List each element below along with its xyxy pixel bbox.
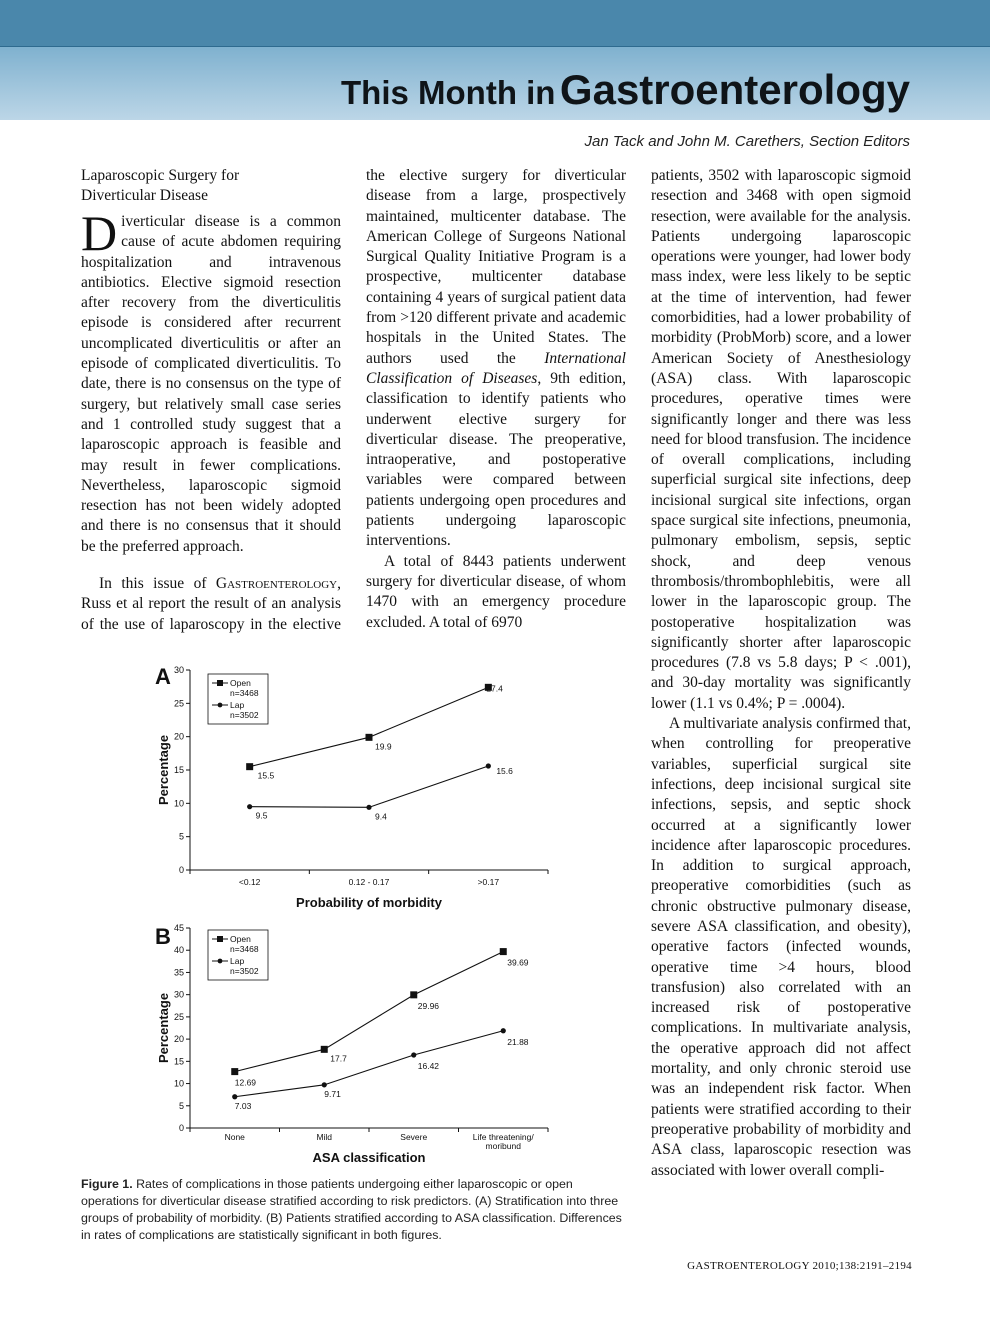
paragraph-1-text: iverticular disease is a common cause of acute abdomen requiring hospitalization and intravenous antibiotics. Elective sigmoid resection after recovery from the diverticulitis episode is considered after recurrent uncomplicated diverticulitis or after an episode of complicated diverticulitis. To date, there is no consensus on the type of surgery, but relatively small case series and 1 controlled study suggest that a laparoscopic approach is feasible and may result in fewer complications. Nevertheless, laparoscopic sigmoid resection has not been widely adopted and there is no consensus that it should be the preferred approach. bbox=[81, 213, 341, 555]
drop-cap: D bbox=[81, 205, 118, 261]
y-tick-label: 15 bbox=[173, 1056, 184, 1067]
data-label-lap: 21.88 bbox=[507, 1036, 529, 1047]
data-point-lap bbox=[486, 763, 491, 768]
heading-line-1: Laparoscopic Surgery for bbox=[81, 167, 240, 184]
data-label-lap: 16.42 bbox=[417, 1061, 440, 1072]
legend-series-count: n=3502 bbox=[230, 710, 259, 720]
title-journal: Gastroenterology bbox=[559, 66, 910, 113]
caption-text: Rates of complications in those patients undergoing either laparoscopic or open operations for diverticular disease stratified according to risk predictors. (A) Stratification into three groups of probability of morbidity. (B) Patients stratified according to ASA classification. Differences in rates of complications are statistically significant in both figures. bbox=[81, 1177, 622, 1242]
data-point-open bbox=[231, 1068, 238, 1075]
x-tick-label: >0.17 bbox=[477, 877, 500, 887]
title-prefix: This Month in bbox=[341, 74, 556, 111]
column-3 bbox=[651, 166, 911, 1181]
column-2 bbox=[366, 166, 626, 633]
y-tick-label: 25 bbox=[173, 698, 184, 709]
x-tick-label: Mild bbox=[316, 1132, 333, 1142]
data-label-lap: 9.5 bbox=[255, 810, 268, 821]
y-tick-label: 30 bbox=[173, 665, 184, 675]
legend-series-count: n=3468 bbox=[230, 688, 259, 698]
panel-letter-B: B bbox=[155, 924, 171, 949]
journal-citation: GASTROENTEROLOGY 2010;138:2191–2194 bbox=[687, 1260, 912, 1272]
series-line-lap bbox=[250, 766, 489, 807]
legend-series-name: Lap bbox=[230, 700, 245, 710]
x-axis-label: Probability of morbidity bbox=[296, 895, 442, 910]
caption-label: Figure 1. bbox=[81, 1177, 133, 1191]
banner-divider bbox=[0, 46, 990, 47]
y-tick-label: 35 bbox=[173, 967, 184, 978]
p2-text-c: , 9th edition, classification to identify patients who underwent elective surgery for diverticular disease. The preoperative, intraoperative, and postoperative variables were compared between patients undergoing open procedures and patients undergoing laparoscopic interventions. bbox=[366, 369, 626, 550]
y-tick-label: 45 bbox=[173, 923, 184, 933]
series-line-lap bbox=[235, 1031, 504, 1097]
data-point-lap bbox=[411, 1052, 416, 1057]
legend-series-count: n=3468 bbox=[230, 944, 259, 954]
heading-line-2: Diverticular Disease bbox=[81, 187, 208, 204]
paragraph-2-start bbox=[81, 574, 341, 636]
series-line-open bbox=[250, 687, 489, 766]
data-label-open: 19.9 bbox=[375, 741, 392, 752]
x-tick-label: 0.12 - 0.17 bbox=[348, 877, 390, 887]
legend-series-name: Open bbox=[230, 934, 251, 944]
legend-series-name: Open bbox=[230, 678, 251, 688]
y-tick-label: 40 bbox=[173, 945, 184, 956]
y-tick-label: 5 bbox=[178, 831, 184, 842]
series-line-open bbox=[235, 952, 504, 1072]
data-point-lap bbox=[232, 1094, 237, 1099]
paragraph-2-continued: the elective surgery for diverticular disease from a large, prospectively maintained, multicenter database. The American College of Surgeons National Surgical Quality Initiative Program is a prospective, multicenter database containing 4 years of surgical patient data from >120 different private and academic hospitals in the United States. The authors used the International Classification of Diseases, 9th edition, classification to identify patients who underwent elective surgery for diverticular disease. The preoperative, intraoperative, and postoperative variables were compared between patients undergoing open procedures and patients undergoing laparoscopic interventions. bbox=[366, 167, 626, 550]
paragraph-3: A total of 8443 patients underwent surgery for diverticular disease, of whom 1470 with an emergency procedure excluded. A total of 6970 bbox=[366, 552, 626, 631]
x-axis-label: ASA classification bbox=[312, 1150, 426, 1165]
p2-journal: Gastroenterology bbox=[215, 575, 338, 592]
y-tick-label: 0 bbox=[178, 1123, 184, 1133]
y-tick-label: 10 bbox=[173, 798, 184, 809]
data-point-open bbox=[500, 948, 507, 955]
paragraph-1 bbox=[81, 205, 341, 557]
data-point-open bbox=[410, 991, 417, 998]
figure-1 bbox=[150, 660, 630, 1170]
x-tick-label: None bbox=[224, 1132, 245, 1142]
data-point-lap bbox=[366, 805, 371, 810]
data-label-lap: 15.6 bbox=[496, 766, 513, 776]
legend-series-name: Lap bbox=[230, 956, 245, 966]
data-label-lap: 7.03 bbox=[234, 1100, 252, 1111]
data-label-lap: 9.4 bbox=[375, 811, 387, 822]
section-editors: Jan Tack and John M. Carethers, Section Editors bbox=[584, 133, 910, 150]
p2-text-a: In this issue of bbox=[99, 575, 216, 592]
data-label-open: 29.96 bbox=[417, 1000, 440, 1011]
x-tick-label: <0.12 bbox=[238, 877, 261, 887]
y-tick-label: 0 bbox=[178, 865, 184, 875]
article-heading bbox=[81, 166, 341, 206]
data-point-lap bbox=[322, 1082, 327, 1087]
header-banner bbox=[0, 0, 990, 120]
x-tick-label: Severe bbox=[400, 1132, 428, 1142]
data-label-open: 17.7 bbox=[330, 1053, 347, 1064]
x-tick-label: moribund bbox=[485, 1141, 521, 1151]
y-tick-label: 15 bbox=[173, 765, 184, 775]
y-tick-label: 5 bbox=[178, 1100, 184, 1111]
legend-series-count: n=3502 bbox=[230, 966, 259, 976]
column-1-p2 bbox=[81, 574, 341, 636]
y-axis-label: Percentage bbox=[156, 734, 171, 806]
data-label-open: 39.69 bbox=[507, 957, 529, 968]
data-label-open: 12.69 bbox=[234, 1077, 257, 1088]
data-label-open: 27.4 bbox=[486, 683, 503, 694]
figure-caption bbox=[81, 1176, 627, 1244]
data-point-lap bbox=[501, 1028, 506, 1033]
legend-marker bbox=[218, 703, 223, 708]
legend-marker bbox=[217, 936, 223, 942]
icd-italic: International Classification of Diseases bbox=[366, 349, 626, 387]
paragraph-3-continued: patients, 3502 with laparoscopic sigmoid resection and 3468 with open sigmoid resection, were available for the analysis. Patients undergoing laparoscopic operations were younger, had lower body mass index, were less likely to be septic at the time of intervention, had fewer comorbidities, had a lower probability of morbidity (ProbMorb) score, and a lower American Society of Anesthesiology (ASA) class. With laparoscopic procedures, operative times were significantly longer and there was less need for blood transfusion. The incidence of overall complications, including superficial surgical site infections, deep incisional surgical site infections, organ space surgical site infections, pneumonia, pulmonary embolism, sepsis, septic shock, and deep venous thrombosis/thrombophlebitis, were all lower in the laparoscopic group. The postoperative hospitalization was significantly shorter after laparoscopic procedures (7.8 vs 5.8 days; P < .001), and 30-day mortality was significantly lower (1.1 vs 0.4%; P = .0004). bbox=[651, 167, 911, 712]
chart-panel-a bbox=[155, 664, 548, 910]
legend-marker bbox=[217, 680, 223, 686]
data-label-open: 15.5 bbox=[257, 770, 275, 781]
paragraph-4: A multivariate analysis confirmed that, when controlling for preoperative variables, superficial surgical site infections, deep incisional surgical site infections, sepsis, and septic shock occurred at a significantly lower incidence after laparoscopic procedures. In addition to surgical approach, preoperative comorbidities (such as chronic obstructive pulmonary disease, severe ASA classification, and obesity), operative factors (infected wounds, operative time >4 hours, blood transfusion) also correlated with an increased risk of postoperative complications. In multivariate analysis, the operative approach did not affect mortality, and only chronic steroid use was an independent risk factor. When patients were stratified according to their preoperative probability of morbidity and ASA class, laparoscopic resection was associated with lower overall compli- bbox=[651, 715, 911, 1179]
y-tick-label: 20 bbox=[173, 731, 184, 742]
chart-panel-b bbox=[155, 923, 548, 1165]
column-1 bbox=[81, 166, 341, 557]
y-tick-label: 10 bbox=[173, 1078, 184, 1089]
y-tick-label: 25 bbox=[173, 1011, 184, 1022]
y-tick-label: 20 bbox=[173, 1034, 184, 1045]
x-tick-label: Life threatening/ bbox=[472, 1132, 534, 1142]
data-point-lap bbox=[247, 804, 252, 809]
data-point-open bbox=[366, 734, 373, 741]
y-axis-label: Percentage bbox=[156, 992, 171, 1064]
data-point-open bbox=[321, 1046, 328, 1053]
y-tick-label: 30 bbox=[173, 989, 184, 1000]
data-label-lap: 9.71 bbox=[324, 1088, 341, 1099]
legend-marker bbox=[218, 959, 223, 964]
panel-letter-A: A bbox=[155, 664, 171, 689]
page-title bbox=[341, 66, 910, 114]
data-point-open bbox=[246, 763, 253, 770]
p2-text-b: , Russ et al report the result of an analysis of the use of laparoscopy in the elective bbox=[81, 575, 341, 633]
